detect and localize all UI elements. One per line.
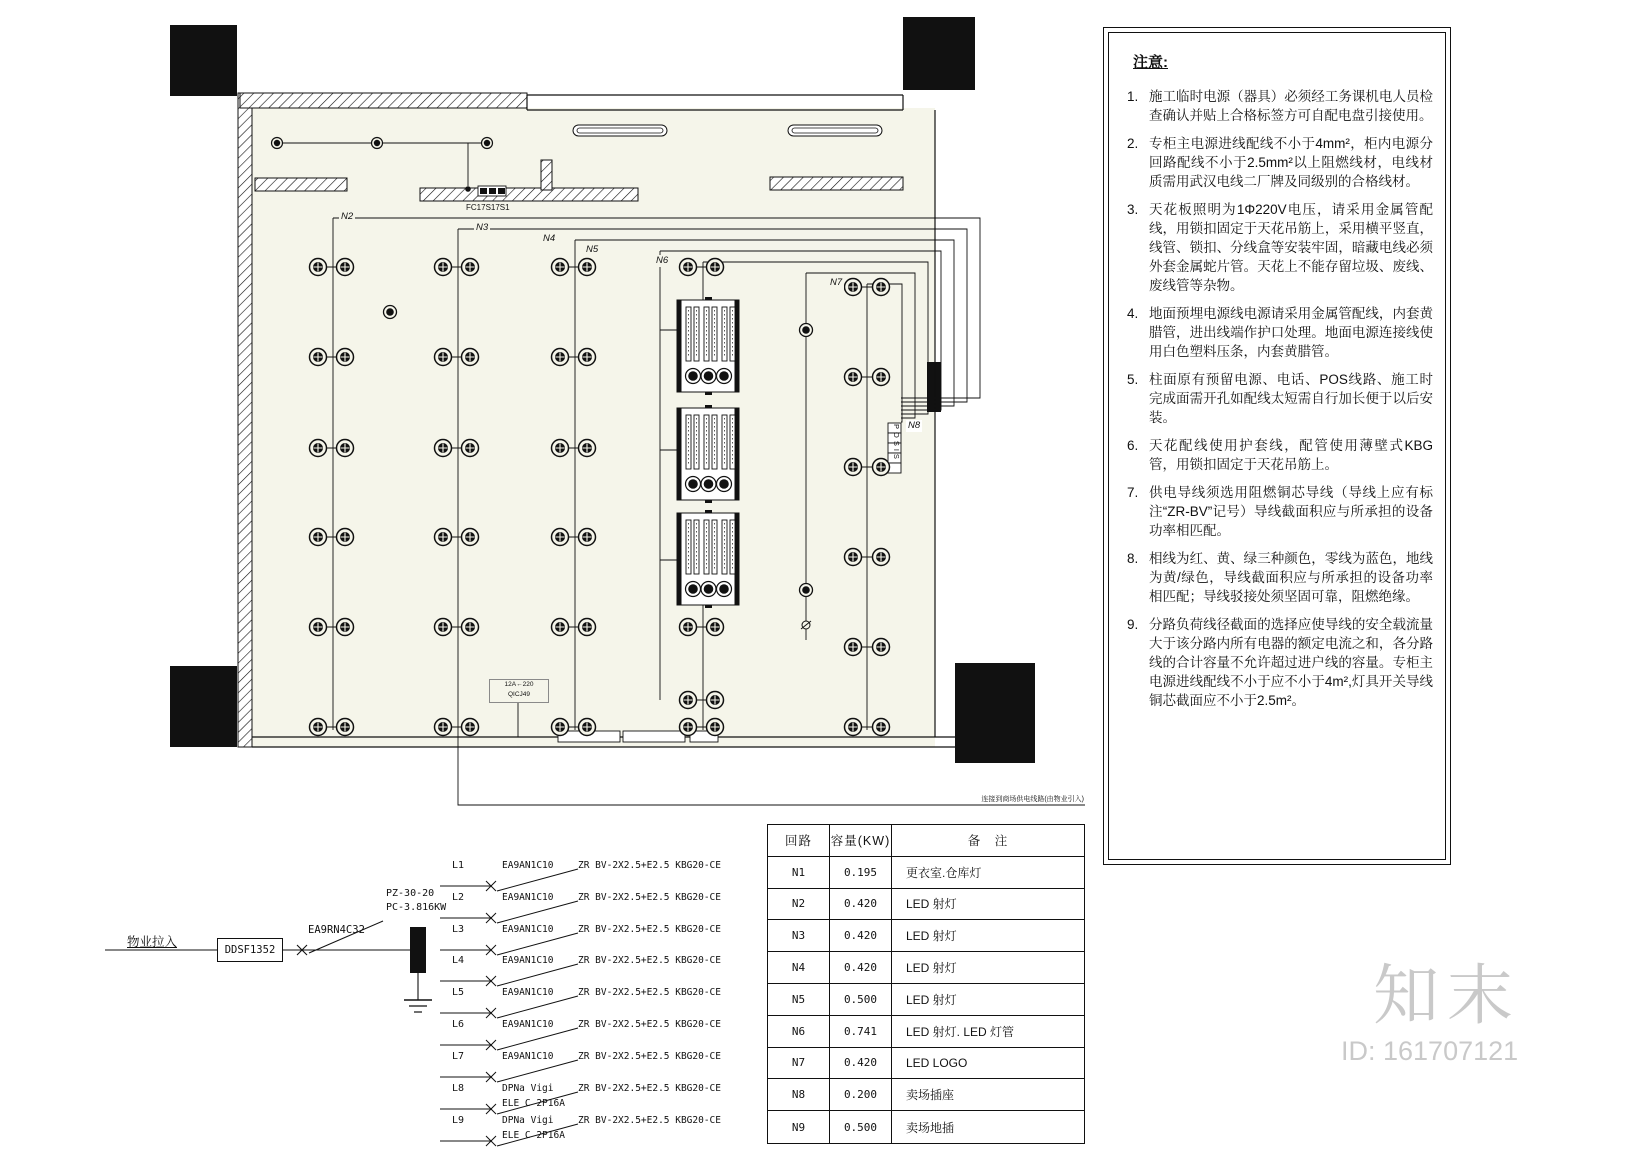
branch-id: L8 <box>452 1083 465 1094</box>
main-breaker-label: EA9RN4C32 <box>308 924 365 936</box>
ceiling-tag-line1: 12A←220 <box>504 681 534 688</box>
table-row-capacity: 0.200 <box>830 1079 892 1111</box>
note-text: 相线为红、黄、绿三种颜色，零线为蓝色，地线为黄/绿色，导线截面积应与所承担的设备功率相匹配；导线驳接处须坚固可靠，阻燃绝缘。 <box>1149 551 1433 604</box>
table-row-circuit: N5 <box>768 984 830 1016</box>
table-row-circuit: N6 <box>768 1016 830 1048</box>
busbar-block <box>410 927 426 973</box>
table-row-circuit: N9 <box>768 1111 830 1143</box>
note-text: 天花板照明为1Φ220V电压，请采用金属管配线，用锁扣固定于天花吊筋上，采用横平竖直，线管、锁扣、分线盒等安装牢固，暗藏电线必须外套金属蛇片管。天花上不能存留垃圾、废线、废线管等杂物。 <box>1149 202 1433 293</box>
branch-wire-spec: ZR BV-2X2.5+E2.5 KBG20-CE <box>578 892 721 903</box>
fc-panel-label: FC17S17S1 <box>466 203 510 212</box>
watermark-logo: 知末 <box>1373 958 1521 1032</box>
note-item <box>1127 549 1433 606</box>
table-row-circuit: N8 <box>768 1079 830 1111</box>
ceiling-tag <box>489 679 549 703</box>
incoming-supply-label: 物业拉入 <box>127 935 178 949</box>
circuit-callout-n6: N6 <box>656 255 669 266</box>
table-row-remark: LED 射灯 <box>892 952 1084 984</box>
branch-breaker-line2: ELE C 2P16A <box>502 1098 565 1109</box>
note-item <box>1127 304 1433 361</box>
table-row-remark: 卖场地插 <box>906 1120 955 1135</box>
branch-breaker-line2: ELE C 2P16A <box>502 1130 565 1141</box>
note-number: 1. <box>1127 89 1139 104</box>
riser-row <box>440 860 752 892</box>
circuit-callout-n3: N3 <box>476 222 489 233</box>
riser-row <box>440 955 752 987</box>
branch-id: L3 <box>452 924 465 935</box>
note-item <box>1127 134 1433 191</box>
branch-wire-spec: ZR BV-2X2.5+E2.5 KBG20-CE <box>578 1083 721 1094</box>
note-text: 分路负荷线径截面的选择应使导线的安全载流量大于该分路内所有电器的额定电流之和，各分路线的合计容量不允许超过进户线的容量。专柜主电源进线配线不小于应不小于4m²,灯具开关导线铜芯截面应不小于2.5m²。 <box>1149 617 1433 708</box>
table-row-capacity: 0.420 <box>830 1048 892 1080</box>
branch-id: L4 <box>452 955 465 966</box>
table-row-circuit: N2 <box>768 889 830 921</box>
note-text: 柱面原有预留电源、电话、POS线路、施工时完成面需开孔如配线太短需自行加长便于以后安装。 <box>1149 372 1433 425</box>
table-row-circuit: N1 <box>768 857 830 889</box>
note-item <box>1127 436 1433 474</box>
branch-breaker: EA9AN1C10 <box>502 860 554 871</box>
branch-breaker: EA9AN1C10 <box>502 987 554 998</box>
notes-panel <box>1103 27 1451 865</box>
table-row-remark: LED LOGO <box>892 1048 1084 1080</box>
circuit-callout-n2: N2 <box>341 211 354 222</box>
table-row-capacity: 0.500 <box>830 984 892 1016</box>
branch-wire-spec: ZR BV-2X2.5+E2.5 KBG20-CE <box>578 1115 721 1126</box>
branch-breaker: DPNa Vigi <box>502 1115 554 1126</box>
branch-breaker: DPNa Vigi <box>502 1083 554 1094</box>
branch-breaker: EA9AN1C10 <box>502 1019 554 1030</box>
note-text: 供电导线须选用阻燃铜芯导线（导线上应有标注“ZR-BV”记号）导线截面积应与所承担的设备功率相匹配。 <box>1149 485 1433 538</box>
branch-id: L7 <box>452 1051 465 1062</box>
branch-wire-spec: ZR BV-2X2.5+E2.5 KBG20-CE <box>578 987 721 998</box>
table-row-remark: LED 射灯 <box>892 984 1084 1016</box>
table-row-remark: 卖场插座 <box>892 1079 1084 1111</box>
fc-panel <box>478 186 506 196</box>
note-item <box>1127 370 1433 427</box>
riser-row <box>440 1115 752 1147</box>
note-item <box>1127 200 1433 295</box>
shop-interior <box>252 108 935 747</box>
note-item <box>1127 615 1433 710</box>
note-text: 地面预埋电源线电源请采用金属管配线，内套黄腊管，进出线端作护口处理。地面电源连接线使用白色塑料压条，内套黄腊管。 <box>1149 306 1433 359</box>
table-row-remark: LED 射灯 <box>892 889 1084 921</box>
meter-box: DDSF1352 <box>217 938 283 962</box>
table-row-circuit: N7 <box>768 1048 830 1080</box>
note-item <box>1127 87 1433 125</box>
pos-panel-label: POSIS <box>892 424 901 462</box>
note-number: 2. <box>1127 136 1139 151</box>
table-row-remark: LED 射灯 <box>892 920 1084 952</box>
branch-breaker: EA9AN1C10 <box>502 1051 554 1062</box>
riser-row <box>440 1019 752 1051</box>
table-row-capacity: 0.420 <box>830 952 892 984</box>
note-number: 6. <box>1127 438 1139 453</box>
branch-id: L6 <box>452 1019 465 1030</box>
table-row-capacity: 0.741 <box>830 1016 892 1048</box>
circuit-table <box>767 824 1085 1144</box>
note-number: 5. <box>1127 372 1139 387</box>
feed-note: 连接到商场供电线路(由物业引入) <box>981 796 1084 803</box>
branch-id: L9 <box>452 1115 465 1126</box>
note-text: 施工临时电源（器具）必须经工务课机电人员检查确认并贴上合格标签方可自配电盘引接使用。 <box>1149 89 1433 123</box>
riser-row <box>440 1051 752 1083</box>
table-row-circuit: N3 <box>768 920 830 952</box>
merchandise-fixtures <box>677 297 739 608</box>
table-row-capacity: 0.195 <box>830 857 892 889</box>
table-row-capacity: 0.420 <box>830 889 892 921</box>
riser-row <box>440 1083 752 1115</box>
table-row-circuit: N4 <box>768 952 830 984</box>
note-text: 天花配线使用护套线，配管使用薄壁式KBG管，用锁扣固定于天花吊筋上。 <box>1149 438 1433 472</box>
table-row-remark: 更衣室.仓库灯 <box>892 857 1084 889</box>
circuit-callout-n8: N8 <box>908 420 921 431</box>
table-row-capacity: 0.420 <box>830 920 892 952</box>
note-number: 7. <box>1127 485 1139 500</box>
branch-wire-spec: ZR BV-2X2.5+E2.5 KBG20-CE <box>578 1051 721 1062</box>
note-number: 3. <box>1127 202 1139 217</box>
branch-id: L5 <box>452 987 465 998</box>
branch-id: L2 <box>452 892 465 903</box>
branch-wire-spec: ZR BV-2X2.5+E2.5 KBG20-CE <box>578 860 721 871</box>
note-number: 4. <box>1127 306 1139 321</box>
riser-row <box>440 892 752 924</box>
ceiling-outlet-symbol <box>801 621 811 629</box>
notes-title: 注意: <box>1133 54 1168 71</box>
col-header-capacity: 容量(KW) <box>830 825 892 857</box>
circuit-callout-n7: N7 <box>830 277 843 288</box>
riser-row <box>440 987 752 1019</box>
notes-panel-inner <box>1108 32 1446 860</box>
branch-breaker: EA9AN1C10 <box>502 892 554 903</box>
note-text: 专柜主电源进线配线不小于4mm²，柜内电源分回路配线不小于2.5mm²以上阻燃线材，电线材质需用武汉电线二厂牌及同级别的合格线材。 <box>1149 136 1433 189</box>
junction-dot <box>465 186 471 192</box>
table-row-capacity: 0.500 <box>830 1111 892 1143</box>
col-header-circuit: 回路 <box>768 825 830 857</box>
branch-id: L1 <box>452 860 465 871</box>
watermark-id: ID: 161707121 <box>1341 1036 1519 1066</box>
panel-model-label: PZ-30-20 <box>386 888 435 899</box>
note-number: 9. <box>1127 617 1139 632</box>
note-item <box>1127 483 1433 540</box>
circuit-callout-n5: N5 <box>586 244 599 255</box>
col-header-remark: 备 注 <box>892 825 1084 857</box>
branch-wire-spec: ZR BV-2X2.5+E2.5 KBG20-CE <box>578 955 721 966</box>
riser-row <box>440 924 752 956</box>
branch-wire-spec: ZR BV-2X2.5+E2.5 KBG20-CE <box>578 924 721 935</box>
branch-wire-spec: ZR BV-2X2.5+E2.5 KBG20-CE <box>578 1019 721 1030</box>
ceiling-tag-line2: QICJ49 <box>507 691 531 698</box>
note-number: 8. <box>1127 551 1139 566</box>
panel-power-label: PC-3.816KW <box>386 902 447 913</box>
table-row-remark: LED 射灯. LED 灯管 <box>892 1016 1084 1048</box>
branch-breaker: EA9AN1C10 <box>502 924 554 935</box>
wall-panel-block <box>927 362 941 412</box>
branch-breaker: EA9AN1C10 <box>502 955 554 966</box>
circuit-callout-n4: N4 <box>543 233 556 244</box>
